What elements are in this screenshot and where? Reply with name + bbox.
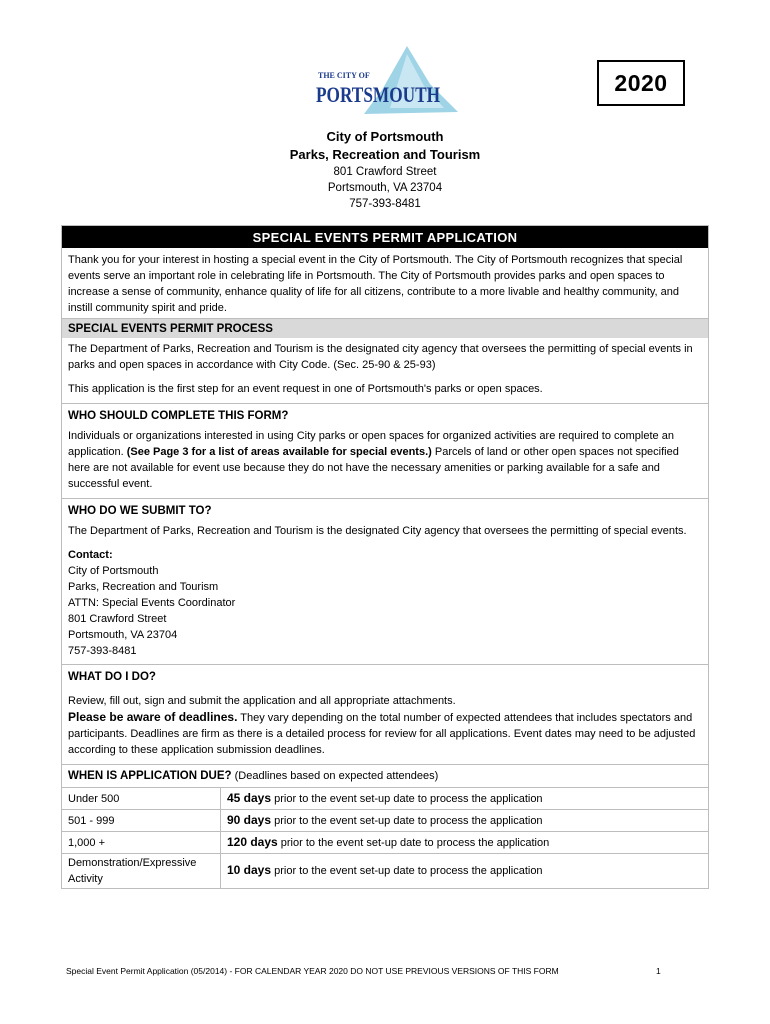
- header-city: Portsmouth, VA 23704: [327, 182, 443, 194]
- deadline-cell: 90 days prior to the event set-up date to process the application: [221, 810, 709, 832]
- what-do-text-2: Please be aware of deadlines. They vary depending on the total number of expected attendees that includes spectators and participants. Deadlines are firm as there is a detailed process for review for all applications. Event dates may need to be adjusted according to these application submission deadlines.: [68, 710, 696, 756]
- what-do-text-1: Review, fill out, sign and submit the application and all appropriate attachments.: [68, 695, 456, 707]
- page-footer: Special Event Permit Application (05/2014) - FOR CALENDAR YEAR 2020 DO NOT USE PREVIOUS VERSIONS OF THIS FORM: [66, 966, 559, 976]
- contact-label: Contact:: [68, 549, 113, 561]
- contact-line: City of Portsmouth: [68, 565, 159, 577]
- deadline-cell: 120 days prior to the event set-up date to process the application: [221, 832, 709, 854]
- deadline-cell: 10 days prior to the event set-up date to process the application: [221, 854, 709, 888]
- contact-line: Portsmouth, VA 23704: [68, 629, 178, 641]
- header-department: Parks, Recreation and Tourism: [289, 147, 481, 162]
- city-of-portsmouth-logo: [312, 44, 462, 116]
- contact-line: 757-393-8481: [68, 645, 137, 657]
- process-text-1: The Department of Parks, Recreation and Tourism is the designated city agency that oversees the permitting of special events in parks and open spaces in accordance with City Code. (Sec. 25-90 & 25-93): [68, 343, 693, 371]
- contact-line: ATTN: Special Events Coordinator: [68, 597, 236, 609]
- intro-section: [62, 248, 708, 318]
- header-phone: 757-393-8481: [349, 198, 421, 210]
- attendees-cell: 501 - 999: [62, 810, 221, 832]
- what-do-heading: WHAT DO I DO?: [62, 664, 708, 689]
- application-form: [61, 225, 709, 889]
- logo-small-text: THE CITY OF: [318, 71, 370, 80]
- who-submit-section: [62, 523, 708, 664]
- process-text-2: This application is the first step for an event request in one of Portsmouth's parks or open spaces.: [68, 383, 543, 395]
- when-due-heading-row: [62, 764, 708, 787]
- who-complete-section: [62, 428, 708, 498]
- deadlines-warning: Please be aware of deadlines.: [68, 710, 238, 724]
- logo-main-text: PORTSMOUTH: [316, 82, 440, 107]
- what-do-section: [62, 689, 708, 764]
- attendees-cell: Demonstration/Expressive Activity: [62, 854, 221, 888]
- page-3-note: (See Page 3 for a list of areas available for special events.): [126, 446, 432, 458]
- header-org-name: City of Portsmouth: [326, 129, 444, 144]
- table-row: [62, 810, 708, 832]
- deadline-table: [62, 787, 708, 888]
- contact-line: Parks, Recreation and Tourism: [68, 581, 219, 593]
- year-box: 2020: [597, 60, 685, 106]
- process-section: [62, 338, 708, 403]
- table-row: [62, 788, 708, 810]
- header-street: 801 Crawford Street: [333, 166, 437, 178]
- intro-text: Thank you for your interest in hosting a special event in the City of Portsmouth. The City of Portsmouth recognizes that special events serve an important role in celebrating life in Portsmouth. The City of Portsmouth provides parks and open spaces to increase a sense of community, enhance quality of life for all citizens, contribute to a more livable and healthy community, and instill community spirit and pride.: [68, 254, 683, 314]
- attendees-cell: 1,000 +: [62, 832, 221, 854]
- who-complete-heading: WHO SHOULD COMPLETE THIS FORM?: [62, 403, 708, 428]
- who-submit-heading: WHO DO WE SUBMIT TO?: [62, 498, 708, 523]
- when-due-heading: WHEN IS APPLICATION DUE?: [68, 770, 232, 782]
- form-title: SPECIAL EVENTS PERMIT APPLICATION: [62, 226, 708, 248]
- process-heading: SPECIAL EVENTS PERMIT PROCESS: [62, 318, 708, 338]
- who-submit-text: The Department of Parks, Recreation and Tourism is the designated City agency that oversees the permitting of special events.: [68, 525, 687, 537]
- who-complete-text: Individuals or organizations interested in using City parks or open spaces for organized activities are required to complete an application. (See Page 3 for a list of areas available for special events.) Parcels of land or other open spaces not specified here are not available for event use because they do not have the necessary amenities or parking available for a safe and successful event.: [68, 430, 679, 490]
- when-due-note: (Deadlines based on expected attendees): [234, 770, 439, 782]
- table-row: [62, 832, 708, 854]
- deadline-cell: 45 days prior to the event set-up date to process the application: [221, 788, 709, 810]
- attendees-cell: Under 500: [62, 788, 221, 810]
- page-number: 1: [656, 966, 661, 976]
- table-row: [62, 854, 708, 888]
- contact-line: 801 Crawford Street: [68, 613, 167, 625]
